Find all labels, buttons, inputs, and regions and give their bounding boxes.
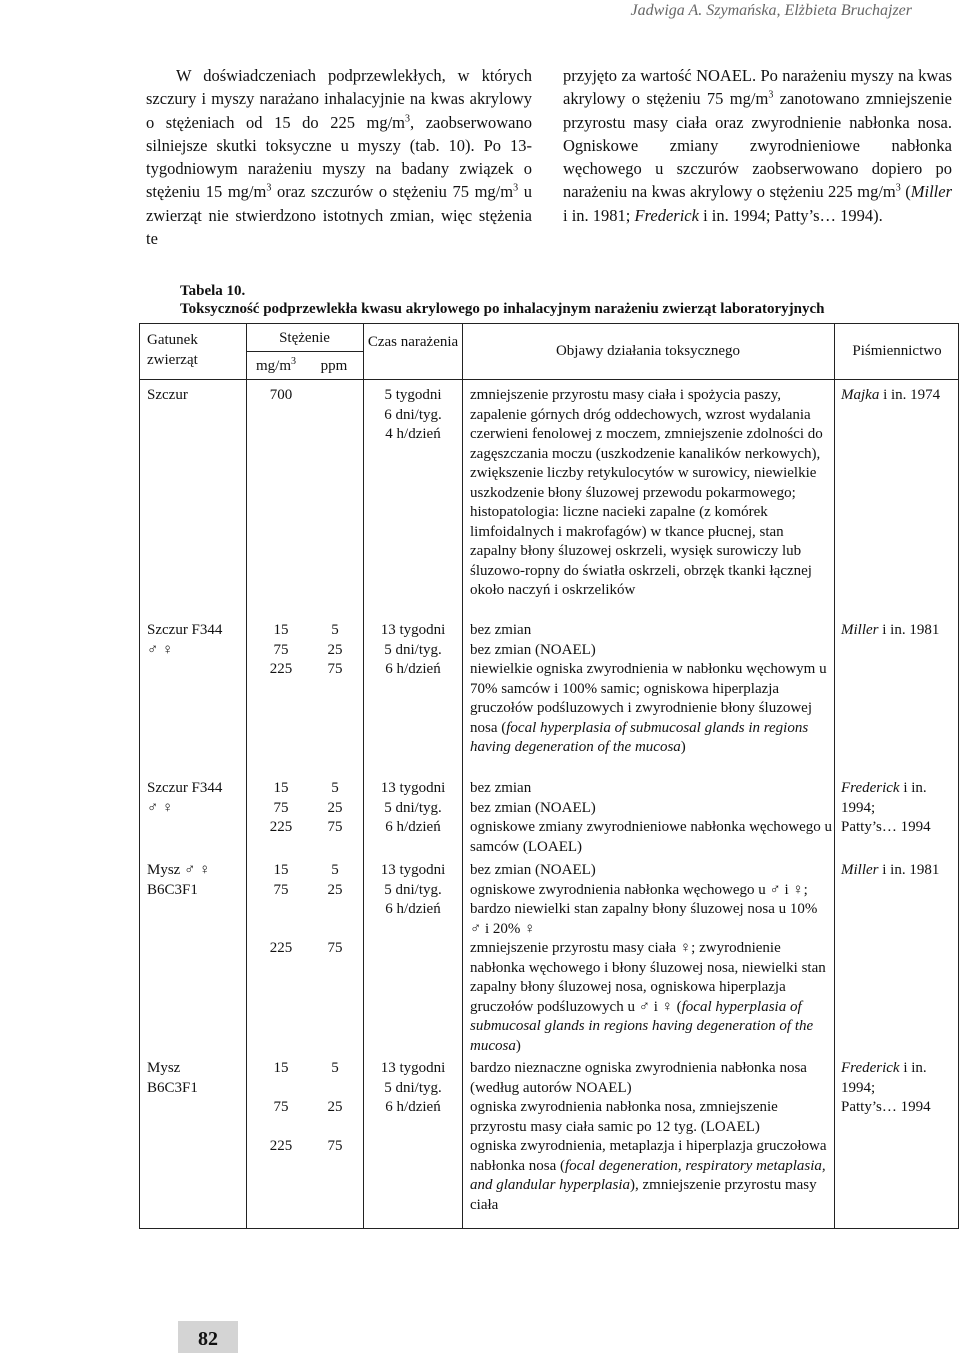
animal-cell: Mysz ♂ ♀ B6C3F1: [147, 862, 211, 898]
mg-cell: 75: [273, 1099, 289, 1115]
reference-cell: Miller i in. 1981: [841, 622, 940, 638]
ppm-cell: 5: [331, 1060, 339, 1076]
header-references: Piśmiennictwo: [852, 343, 942, 359]
header-animal: Gatunek zwierząt: [147, 332, 198, 368]
mg-cell: 225: [269, 940, 293, 956]
ppm-cell: 25: [327, 1099, 343, 1115]
mg-cell: 15 75 225: [269, 780, 293, 835]
reference-cell: Miller i in. 1981: [841, 862, 940, 878]
reference-cell: Frederick i in. 1994; Patty’s… 1994: [841, 780, 931, 835]
mg-cell: 225: [269, 1138, 293, 1154]
header-concentration: Stężenie: [279, 330, 330, 346]
toxicity-table: [139, 323, 959, 1229]
time-cell: 5 tygodni 6 dni/tyg. 4 h/dzień: [384, 387, 442, 442]
column-divider: [462, 324, 463, 1228]
paragraph: W doświadczeniach podprzewlekłych, w których szczury i myszy narażano inhalacyjnie na kwas akrylowy o stężeniach od 15 do 225 $mg/m^3$, zaobserwowano silniejsze skutki toksyczne u myszy (tab. 10). Po 13-tygodniowym narażeniu myszy na badany związek o stężeniu 15 $mg/m^3$ oraz szczurów o stężeniu 75 $mg/m^3$ u zwierząt nie stwierdzono istotnych zmian, więc stężenia te: [146, 66, 532, 249]
mg-cell: 15 75: [273, 862, 289, 898]
ppm-cell: 75: [327, 940, 343, 956]
animal-cell: Szczur F344 ♂ ♀: [147, 622, 223, 658]
animal-cell: Mysz B6C3F1: [147, 1060, 198, 1096]
mg-cell: 15: [273, 1060, 289, 1076]
time-cell: 13 tygodni 5 dni/tyg. 6 h/dzień: [380, 622, 446, 677]
table-title: Toksyczność podprzewlekła kwasu akrylowego po inhalacyjnym narażeniu zwierząt laboratoryjnych: [180, 301, 825, 317]
header-time: Czas narażenia: [367, 334, 459, 350]
paragraph: przyjęto za wartość NOAEL. Po narażeniu myszy na kwas akrylowy o stężeniu 75 $mg/m^3$ zanotowano zmniejszenie przyrostu masy ciała oraz zwyrodnienie nabłonka nosa. Ogniskowe zmiany zwyrodnieniowe nabłonka węchowego u szczurów zaobserwowano dopiero po narażeniu na kwas akrylowy o stężeniu 225 $mg/m^3$ (Miller i in. 1981; Frederick i in. 1994; Patty’s… 1994).: [563, 66, 952, 225]
mg-cell: 15 75 225: [269, 622, 293, 677]
reference-cell: Frederick i in. 1994; Patty’s… 1994: [841, 1060, 931, 1115]
table-label: Tabela 10.: [180, 283, 246, 299]
effects-cell: bardzo nieznaczne ogniska zwyrodnienia nabłonka nosa (według autorów NOAEL) ogniska zwyrodnienia nabłonka nosa, zmniejszenie przyrostu masy ciała samic po 12 tyg. (LOAEL) ogniska zwyrodnienia, metaplazja i hiperplazja gruczołowa nabłonka nosa (focal degeneration, respiratory metaplasia, and glandular hyperplasia), zmniejszenie przyrostu masy ciała: [470, 1060, 827, 1213]
header-divider: [140, 379, 958, 380]
effects-cell: bez zmian bez zmian (NOAEL) niewielkie ogniska zwyrodnienia w nabłonku węchowym u 70% samców i 100% samic; ogniskowa hiperplazja gruczołów podśluzowych i zwyrodnienie błony śluzowej nosa (focal hyperplasia of submucosal glands in regions having degeneration of the mucosa): [470, 622, 827, 755]
effects-cell: bez zmian bez zmian (NOAEL) ogniskowe zmiany zwyrodnieniowe nabłonka węchowego u samców (LOAEL): [470, 780, 832, 855]
ppm-cell: 5 25: [327, 862, 343, 898]
effects-cell: bez zmian (NOAEL) ogniskowe zwyrodnienia nabłonka węchowego u ♂ i ♀; bardzo niewielki stan zapalny błony śluzowej nosa u 10% ♂ i 20% ♀ zmniejszenie przyrostu masy ciała ♀; zwyrodnienie nabłonka węchowego i błony śluzowej nosa, niewielki stan zapalny błony śluzowej nosa, ogniskowa hiperplazja gruczołów podśluzowych u ♂ i ♀ (focal hyperplasia of submucosal glands in regions having degeneration of the mucosa): [470, 862, 826, 1054]
page-number: 82: [178, 1321, 238, 1353]
animal-cell: Szczur: [147, 387, 188, 403]
column-divider: [363, 324, 364, 1228]
reference-cell: Majka i in. 1974: [841, 387, 941, 403]
mg-cell: 700: [269, 387, 293, 403]
time-cell: 13 tygodni 5 dni/tyg. 6 h/dzień: [380, 1060, 446, 1115]
header-effects: Objawy działania toksycznego: [555, 343, 741, 359]
animal-cell: Szczur F344 ♂ ♀: [147, 780, 223, 816]
ppm-cell: 5 25 75: [327, 780, 343, 835]
subheader-divider: [246, 351, 363, 352]
effects-cell: zmniejszenie przyrostu masy ciała i spożycia paszy, zapalenie górnych dróg oddechowych, wzrost wydalania czerwieni fenolowej z moczem, zmniejszenie zdolności do zagęszczania moczu (uszkodzenie kanalików nerkowych), zwiększenie liczby retykulocytów w surowicy, niewielkie uszkodzenie błony śluzowej przewodu pokarmowego; histopatologia: liczne nacieki zapalne (z komórek limfoidalnych i makrofagów) w tkance płucnej, stan zapalny błony śluzowej oskrzeli, wysięk surowiczy lub śluzowo-ropny do światła oskrzeli, obrzęk tkanki łącznej około naczyń i oskrzelików: [470, 387, 823, 598]
time-cell: 13 tygodni 5 dni/tyg. 6 h/dzień: [380, 862, 446, 917]
header-mg: $mg/m^3$: [255, 356, 296, 374]
column-divider: [834, 324, 835, 1228]
ppm-cell: 5 25 75: [327, 622, 343, 677]
ppm-cell: 75: [327, 1138, 343, 1154]
body-text-left: [146, 64, 532, 250]
time-cell: 13 tygodni 5 dni/tyg. 6 h/dzień: [380, 780, 446, 835]
header-ppm: ppm: [320, 358, 348, 374]
body-text-right: [563, 64, 952, 227]
running-head: Jadwiga A. Szymańska, Elżbieta Bruchajzer: [630, 2, 912, 19]
